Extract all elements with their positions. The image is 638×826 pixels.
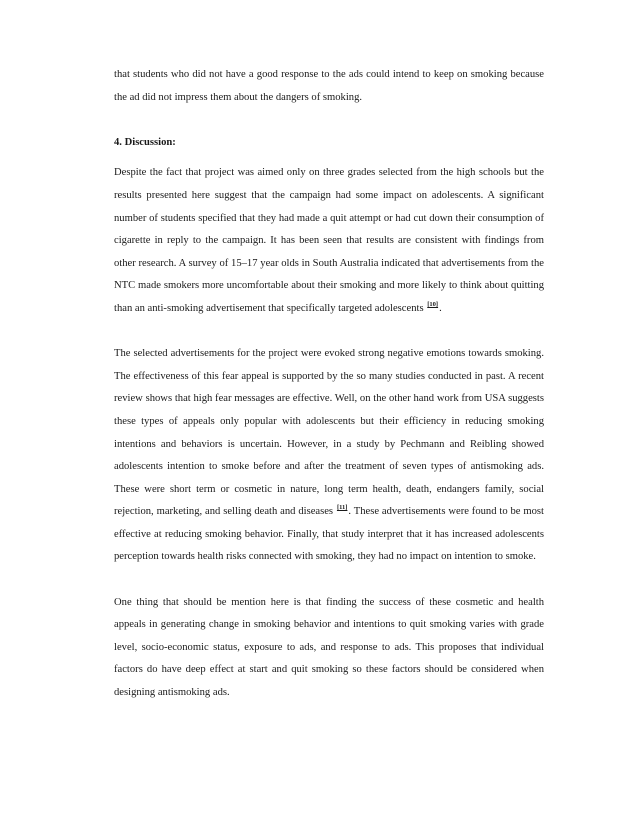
- paragraph-text-before: The selected advertisements for the project were evoked strong negative emotions towards smoking. The effectiveness of this fear appeal is supported by the so many studies conducted in past. A recent review shows that high fear messages are effective. Well, on the other hand work from USA suggests these types of appeals only popular with adolescents but their efficiency in reducing smoking intentions and behaviors is uncertain. However, in a study by Pechmann and Reibling showed adolescents intention to smoke before and after the treatment of seven types of antismoking ads. These were short term or cosmetic in nature, long term health, death, endangers family, social rejection, marketing, and selling death and diseases: [114, 348, 544, 518]
- paragraph-discussion-3: One thing that should be mention here is that finding the success of these cosmetic and health appeals in generating change in smoking behavior and intentions to quit smoking varies with grade level, socio-economic status, exposure to ads, and response to ads. This proposes that individual factors do have deep effect at start and quit smoking so these factors should be considered when designing antismoking ads.: [114, 596, 544, 699]
- citation-reference-11[interactable]: [11]: [336, 504, 348, 512]
- paragraph-discussion-1: [114, 162, 544, 320]
- citation-reference-10[interactable]: [10]: [427, 300, 439, 308]
- page-content: [114, 64, 544, 705]
- paragraph-text: Despite the fact that project was aimed only on three grades selected from the high schools but the results presented here suggest that the campaign had some impact on adolescents. A significant number of students specified that they had made a quit attempt or had cut down their consumption of cigarette in reply to the campaign. It has been seen that results are consistent with findings from other research. A survey of 15–17 year olds in South Australia indicated that advertisements from the NTC made smokers more uncomfortable about their smoking and more likely to think about quitting than an anti-smoking advertisement that specifically targeted adolescents: [114, 167, 544, 314]
- paragraph-text-after: . These advertisements were found to be most effective at reducing smoking behavior. Finally, that study interpret that it has increased adolescents perception towards health risks connected with smoking, they had no impact on intention to smoke.: [114, 506, 544, 563]
- section-heading-discussion: 4. Discussion:: [114, 136, 176, 148]
- paragraph-discussion-2: [114, 343, 544, 569]
- paragraph-tail: .: [439, 302, 442, 314]
- paragraph-continuation: that students who did not have a good response to the ads could intend to keep on smoking because the ad did not impress them about the dangers of smoking.: [114, 69, 544, 103]
